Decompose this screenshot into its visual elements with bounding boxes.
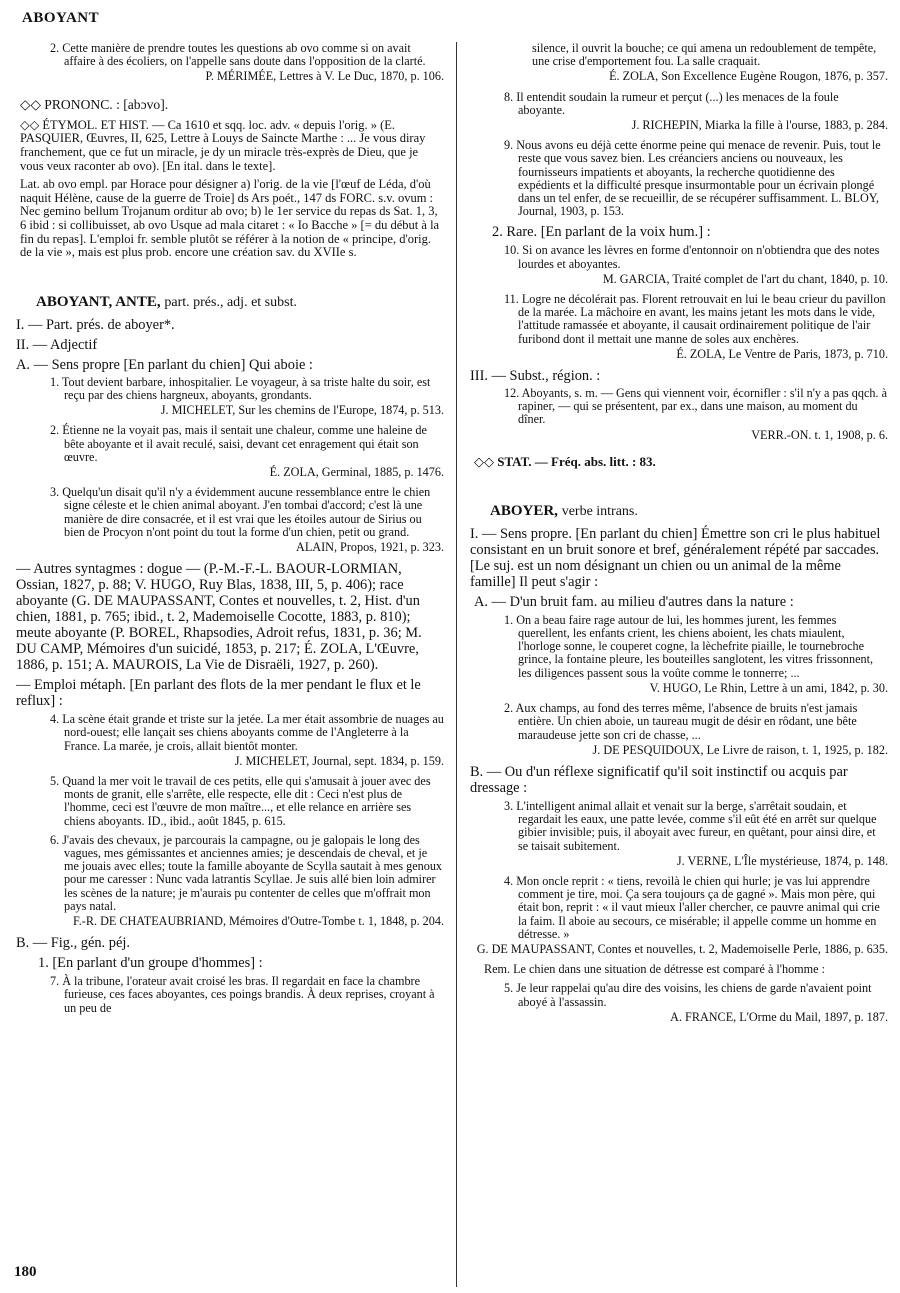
example-7-continued: silence, il ouvrit la bouche; ce qui amena un redoublement de tempête, une crise d'emportement fou. La salle craquait. (532, 42, 877, 69)
example-4-source: G. DE MAUPASSANT, Contes et nouvelles, t. 2, Mademoiselle Perle, 1886, p. 635. (476, 941, 888, 956)
metaphoric-use: — Emploi métaph. [En parlant des flots de la mer pendant le flux et le reflux] : (16, 677, 421, 710)
entry-word: ABOYANT, ANTE, (36, 293, 161, 310)
sense-B: B. — Ou d'un réflexe significatif qu'il soit instinctif ou acquis par dressage : (470, 763, 848, 796)
example-11-source: É. ZOLA, Le Ventre de Paris, 1873, p. 710. (676, 346, 888, 361)
entry-pos: part. prés., adj. et subst. (164, 294, 297, 310)
example-8-source: J. RICHEPIN, Miarka la fille à l'ourse, 1883, p. 284. (631, 118, 888, 133)
sense-A: A. — Sens propre [En parlant du chien] Qui aboie : (16, 356, 313, 373)
example-3: 3. Quelqu'un disait qu'il n'y a évidemment aucune ressemblance entre le chien signe céleste et le chien animal aboyant. J'en tombai d'accord; c'est là une manière de dire consacrée, et il est vrai que les étoiles autour de Sirius ou bien de Procyon n'ont point du tout la forme d'un chien, petit ou grand. (50, 485, 431, 539)
sense-B: B. — Fig., gén. péj. (16, 935, 130, 952)
example-1: 1. Tout devient barbare, inhospitalier. Le voyageur, à sa triste halte du soir, est reçu par des chiens hargneux, aboyants, grondants. (50, 374, 431, 402)
example-11: 11. Logre ne décolérait pas. Florent retrouvait en lui le beau crieur du pavillon de la marée. La mâchoire en avant, les mains jetant les mots dans le vide, l'attitude ramassée et aboyante, il causait ordinairement politique de l'air furibond dont il mettait une manne de soles aux enchères. (504, 292, 886, 346)
entry-heading-aboyant (36, 294, 444, 311)
other-syntagms: — Autres syntagmes : dogue — (P.-M.-F.-L. BAOUR-LORMIAN, Ossian, 1827, p. 88; V. HUGO, Ruy Blas, 1838, III, 5, p. 406); race aboyante (G. DE MAUPASSANT, Contes et nouvelles, t. 2, Hist. d'un chien, 1881, p. 765; ibid., t. 2, Mademoiselle Cocotte, 1883, p. 810); meute aboyante (P. BOREL, Rhapsodies, Adroit refus, 1831, p. 36; M. DU CAMP, Mémoires d'un suicidé, 1853, p. 217; É. ZOLA, L'Œuvre, 1886, p. 151; A. MAUROIS, La Vie de Disraëli, 1927, p. 260). (16, 561, 422, 674)
left-column (16, 42, 444, 1260)
sense-B1: 1. [En parlant d'un groupe d'hommes] : (38, 955, 263, 972)
example-5: 5. Quand la mer voit le travail de ces petits, elle qui s'amusait à jouer avec des monts de granit, elle s'arrête, elle respecte, elle dit : Ceci n'est plus de l'homme, ceci est l'œuvre de mon maître..., et elle relance en arrière ses chiens aboyants. ID., ibid., août 1845, p. 615. (50, 774, 431, 828)
right-column (470, 42, 888, 1260)
example-4: 4. La scène était grande et triste sur la jetée. La mer était assombrie de nuages au nord-ouest; elle lançait ses chiens aboyants comme de l'Angleterre à la France. La marée, je crois, allait bientôt monter. (50, 712, 444, 753)
example-3: 3. L'intelligent animal allait et venait sur la berge, s'arrêtait soudain, et regardait les eaux, une patte levée, comme s'il eût été en arrêt sur quelque gibier invisible; puis, il aboyait avec fureur, en quêtant, pour ainsi dire, et se taisait subitement. (504, 798, 877, 853)
example-8: 8. Il entendit soudain la rumeur et perçut (...) les menaces de la foule aboyante. (504, 89, 839, 117)
example-10-source: M. GARCIA, Traité complet de l'art du chant, 1840, p. 10. (602, 271, 888, 286)
example-7-source: É. ZOLA, Son Excellence Eugène Rougon, 1876, p. 357. (609, 69, 888, 84)
entry-heading-aboyer (490, 503, 888, 520)
example-1-source: J. MICHELET, Sur les chemins de l'Europe, 1874, p. 513. (160, 403, 444, 418)
entry-pos: verbe intrans. (561, 503, 638, 519)
definition: I. — Sens propre. [En parlant du chien] Émettre son cri le plus habituel consistant en un bruit sonore et bref, généralement répété par saccades. [Le suj. est un nom désignant un chien ou un animal de la même famille] Il peut s'agir : (470, 525, 881, 590)
example-5-source: A. FRANCE, L'Orme du Mail, 1897, p. 187. (670, 1009, 888, 1024)
example-12-source: VERR.-ON. t. 1, 1908, p. 6. (751, 427, 888, 442)
sense-III: III. — Subst., région. : (470, 368, 601, 385)
example-10: 10. Si on avance les lèvres en forme d'entonnoir on n'obtiendra que des notes lourdes et aboyantes. (504, 243, 880, 271)
example-12: 12. Aboyants, s. m. — Gens qui viennent voir, écornifler : s'il n'y a pas qqch. à rapiner, — qui se présentent, par ex., dans une maison, au moment du dîner. (504, 386, 888, 427)
remark: Rem. Le chien dans une situation de détresse est comparé à l'homme : (484, 962, 825, 977)
example-3-source: ALAIN, Propos, 1921, p. 323. (296, 539, 444, 554)
example-4-source: J. MICHELET, Journal, sept. 1834, p. 159. (234, 753, 444, 768)
example-3-source: J. VERNE, L'Île mystérieuse, 1874, p. 148. (676, 853, 888, 868)
example-6-source: F.-R. DE CHATEAUBRIAND, Mémoires d'Outre-Tombe t. 1, 1848, p. 204. (72, 914, 444, 929)
entry-word: ABOYER, (490, 502, 558, 519)
example-5: 5. Je leur rappelai qu'au dire des voisins, les chiens de garde n'avaient point aboyé à l'assassin. (504, 981, 872, 1009)
statistics: ◇◇ STAT. — Fréq. abs. litt. : 83. (474, 453, 656, 469)
page-header: ABOYANT (22, 10, 100, 26)
example-7: 7. À la tribune, l'orateur avait croisé les bras. Il regardait en face la chambre furieuse, ces faces aboyantes, ces poings brandis. À deux reprises, croyant à un peu de (50, 974, 435, 1015)
sense-I: I. — Part. prés. de aboyer*. (16, 316, 175, 333)
example-2: 2. Aux champs, au fond des terres même, l'absence de bruits n'est jamais entière. Un chien aboie, un taureau mugit de désir en rôdant, une bête maraudeuse jette son cri de chasse, ... (504, 701, 858, 742)
latin-note: Lat. ab ovo empl. par Horace pour désigner a) l'orig. de la vie [l'œuf de Léda, d'où naquit Hélène, cause de la guerre de Troie] ds Ars poét., 147 ds FORC. s.v. ovum : Nec gemino bellum Trojanum orditur ab ovo; b) le 1er service du repas ds Sat. 1, 3, 6 ibid : si collibuisset, ab ovo Usque ad mala citaret : « Io Bacche » [= du début à la fin du repas]. L'emploi fr. semble plutôt se référer à la notion de « principe, d'orig. de la vie », mais est plus prob. encore une création sav. du XVIIe s. (20, 177, 440, 260)
example-2-source: J. DE PESQUIDOUX, Le Livre de raison, t. 1, 1925, p. 182. (592, 742, 888, 757)
sense-II: II. — Adjectif (16, 336, 98, 353)
etymology: ◇◇ ÉTYMOL. ET HIST. — Ca 1610 et sqq. loc. adv. « depuis l'orig. » (E. PASQUIER, Œuvres, II, 625, Lettre à Louys de Saincte Marthe : ... Je vous diray franchement, que ce fut un miracle, je dy un miracle très-exprès de Dieu, que je vous veux raconter ab ovo). [En ital. dans le texte]. (20, 117, 426, 173)
example-1: 1. On a beau faire rage autour de lui, les hommes jurent, les femmes querellent, les enfants crient, les chiens aboient, les chats miaulent, l'horloge sonne, le couperet cogne, la lèchefrite piaille, le tournebroche grince, la fontaine pleure, les bouteilles sanglotent, les vitres frissonnent, les diligences passent sous la voûte comme le tonnerre; ... (504, 612, 874, 680)
example-6: 6. J'avais des chevaux, je parcourais la campagne, ou je galopais le long des vagues, mes gémissantes et anciennes amies; je descendais de cheval, et je me jouais avec elles; toute la famille aboyante de Scylla sautait à mes genoux pour me caresser : Nunc vada latrantis Scyllae. Je suis allé bien loin admirer les scènes de la nature; je m'aurais pu contenter de celles que m'offrait mon pays natal. (50, 832, 443, 913)
column-divider (456, 42, 457, 1287)
sense-A: A. — D'un bruit fam. au milieu d'autres dans la nature : (474, 593, 794, 610)
pronunciation: ◇◇ PRONONC. : [abɔvo]. (20, 96, 169, 112)
example-2-source: P. MÉRIMÉE, Lettres à V. Le Duc, 1870, p. 106. (205, 69, 444, 84)
example-4: 4. Mon oncle reprit : « tiens, revoilà le chien qui hurle; je vas lui apprendre comment je tire, moi. Ça sera toujours ça de gagné ». Mais mon père, qui était bon, reprit : « il vaut mieux l'aller chercher, ce pauvre animal qui crie la faim. Il aboie au secours, ce misérable; il appelle comme un homme en détresse. » (504, 873, 880, 941)
example-2b: 2. Étienne ne la voyait pas, mais il sentait une chaleur, comme une haleine de bête aboyante et il avait reculé, saisi, devant cet enragement qui était son œuvre. (50, 423, 427, 464)
example-2b-source: É. ZOLA, Germinal, 1885, p. 1476. (269, 464, 444, 479)
page-number: 180 (14, 1264, 37, 1280)
example-9: 9. Nous avons eu déjà cette énorme peine qui menace de revenir. Puis, tout le reste que vous savez bien. Les créanciers anciens ou nouveaux, les fournisseurs impatients et aboyants, la recherche quotidienne des expédients et la difficulté presque insurmontable pour un écrivain plongé dans un tel enfer, de se recueillir, de se récupérer suffisamment. L. BLOY, Journal, 1903, p. 153. (504, 138, 881, 219)
example-1-source: V. HUGO, Le Rhin, Lettre à un ami, 1842, p. 30. (649, 680, 888, 695)
sense-2-rare: 2. Rare. [En parlant de la voix hum.] : (492, 224, 711, 241)
example-2: 2. Cette manière de prendre toutes les questions ab ovo comme si on avait affaire à des écoliers, on l'appelle sans doute dans l'opposition de la clarté. (50, 42, 426, 69)
